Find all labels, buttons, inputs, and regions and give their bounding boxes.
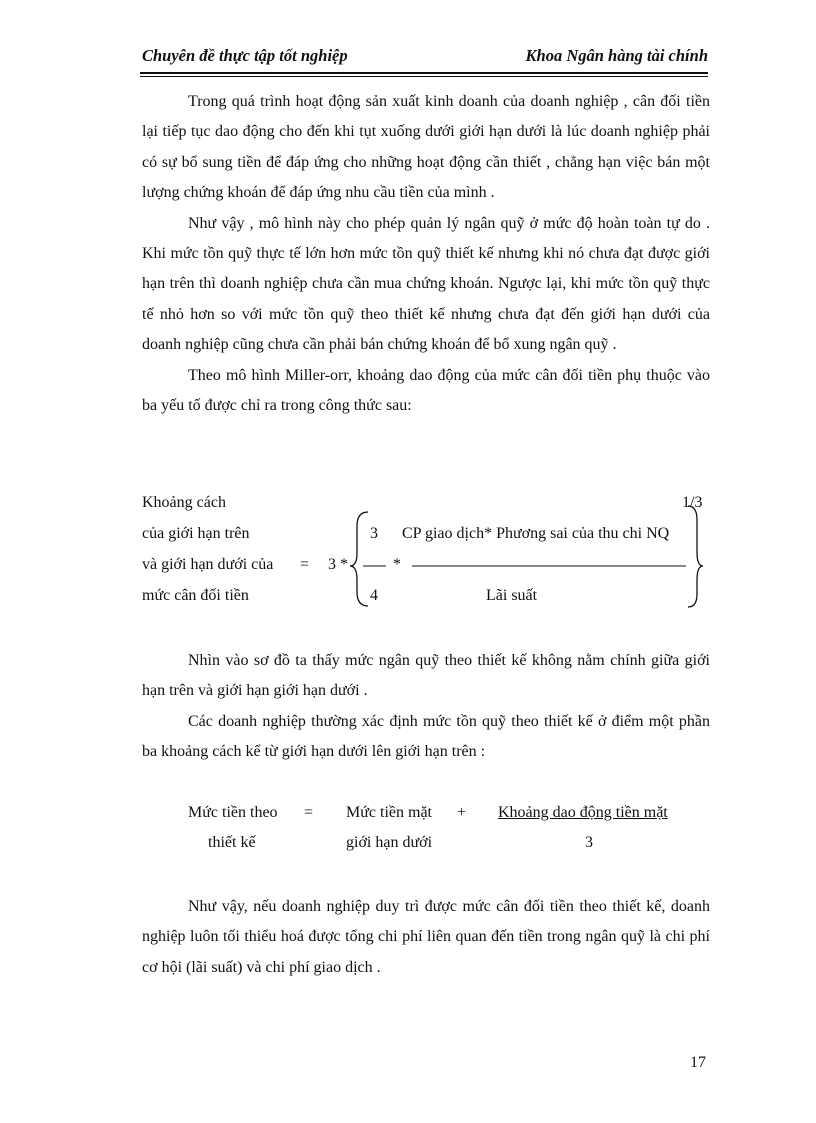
formula-label-line: và giới hạn dưới của	[142, 556, 274, 573]
formula-equals: =	[300, 556, 310, 573]
header-left-title: Chuyên đề thực tập tốt nghiệp	[142, 46, 348, 65]
paragraph: Theo mô hình Miller-orr, khoảng dao động của mức cân đối tiền phụ thuộc vào ba yếu tố được chỉ ra trong công thức sau:	[142, 366, 710, 415]
paragraph: Nhìn vào sơ đồ ta thấy mức ngân quỹ theo thiết kế không nằm chính giữa giới hạn trên và giới hạn giới hạn dưới .	[142, 652, 710, 700]
formula-denominator: Lãi suất	[486, 587, 538, 604]
page-number: 17	[690, 1054, 706, 1071]
paragraph: Các doanh nghiệp thường xác định mức tồn quỹ theo thiết kế ở điểm một phần ba khoảng cách kể từ giới hạn dưới lên giới hạn trên :	[142, 712, 710, 761]
formula-label-line: mức cân đối tiền	[142, 587, 249, 604]
formula-coefficient: 3 *	[328, 556, 348, 573]
formula2-left-top: Mức tiền theo	[188, 804, 278, 821]
formula2-left-bottom: thiết kế	[208, 834, 256, 851]
formula2-right-bottom: 3	[585, 834, 593, 851]
formula2-mid-bottom: giới hạn dưới	[346, 834, 433, 851]
formula2-plus: +	[457, 804, 467, 821]
formula-small-fraction-numerator: 3	[370, 525, 378, 542]
formula-numerator: CP giao dịch* Phương sai của thu chi NQ	[402, 525, 670, 542]
formula2-right-top: Khoảng dao động tiền mặt	[498, 804, 668, 821]
paragraph: Như vậy, nếu doanh nghiệp duy trì được mức cân đối tiền theo thiết kế, doanh nghiệp luôn tối thiểu hoá được tổng chi phí liên quan đến tiền trong ngân quỹ là chi phí cơ hội (lãi suất) và chi phí giao dịch .	[142, 898, 710, 976]
formula-label-line: Khoảng cách	[142, 494, 226, 511]
body-section-middle	[142, 646, 710, 768]
body-section-bottom	[142, 892, 710, 983]
formula-label-line: của giới hạn trên	[142, 525, 250, 542]
paragraph: Trong quá trình hoạt động sản xuất kinh doanh của doanh nghiệp , cân đối tiền lại tiếp tục dao động cho đến khi tụt xuống dưới giới hạn dưới là lúc doanh nghiệp phải có sự bổ sung tiền để đáp ứng cho những hoạt động cần thiết , chẳng hạn việc bán một lượng chứng khoán để đáp ứng nhu cầu tiền của mình .	[142, 93, 710, 202]
header-right-title: Khoa Ngân hàng tài chính	[525, 46, 708, 65]
formula2-mid-top: Mức tiền mặt	[346, 804, 432, 821]
paragraph: Như vậy , mô hình này cho phép quản lý ngân quỹ ở mức độ hoàn toàn tự do . Khi mức tồn quỹ thực tế lớn hơn mức tồn quỹ thiết kế nhưng khi nó chưa đạt được giới hạn trên thì doanh nghiệp chưa cần mua chứng khoán. Ngược lại, khi mức tồn quỹ thực tế nhỏ hơn so với mức tồn quỹ theo thiết kế nhưng chưa đạt đến giới hạn dưới của doanh nghiệp cũng chưa cần phải bán chứng khoán để bổ xung ngân quỹ .	[142, 214, 710, 354]
formula-multiply: *	[393, 556, 401, 573]
formula-exponent: 1/3	[682, 494, 703, 511]
formula2-equals: =	[304, 804, 314, 821]
formula-small-fraction-denominator: 4	[370, 587, 378, 604]
